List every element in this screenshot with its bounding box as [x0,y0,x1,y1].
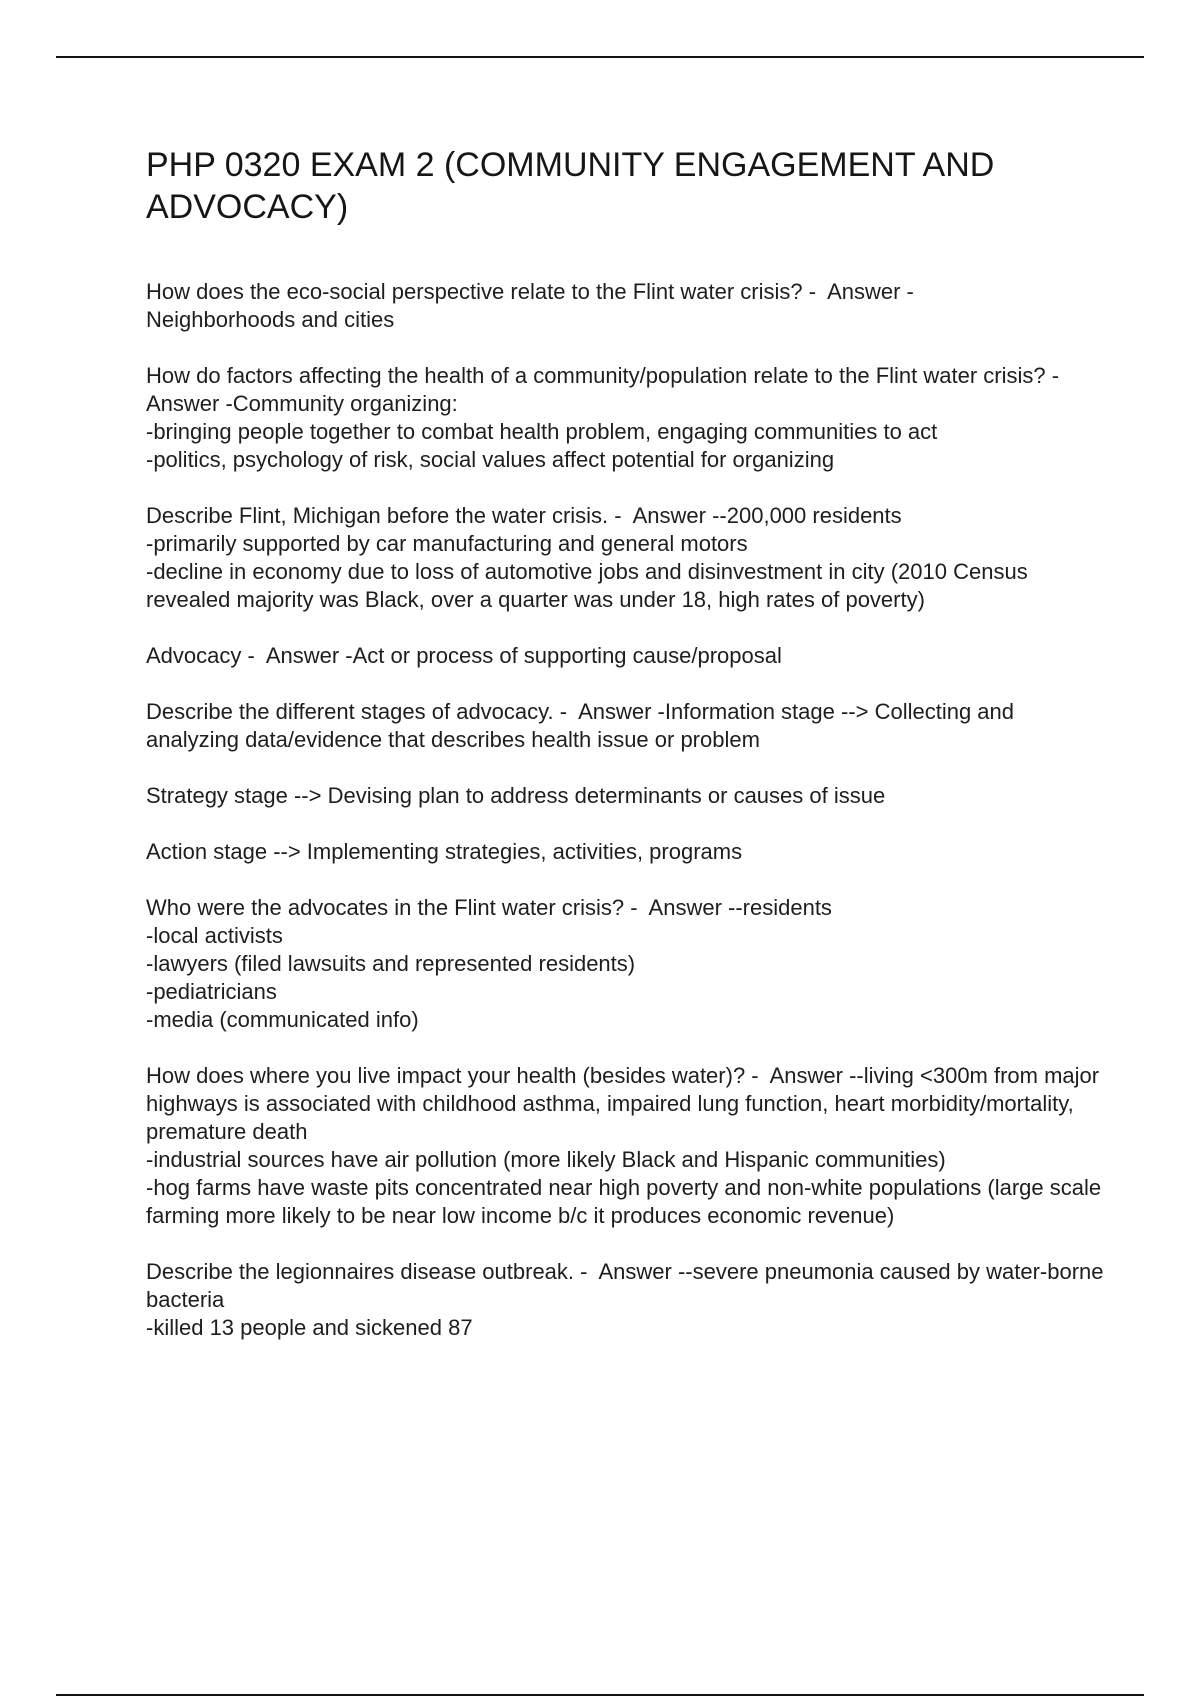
qa-paragraph-6: Strategy stage --> Devising plan to address determinants or causes of issue [146,783,886,808]
qa-paragraph-7: Action stage --> Implementing strategies, activities, programs [146,839,743,864]
top-rule [56,56,1144,58]
document-title: PHP 0320 EXAM 2 (COMMUNITY ENGAGEMENT AND ADVOCACY) [146,146,995,226]
qa-paragraph-4: Advocacy - Answer -Act or process of supporting cause/proposal [146,643,782,668]
qa-paragraph-2: How do factors affecting the health of a community/population relate to the Flint water crisis? - Answer -Community organizing: -bringing people together to combat health problem, engaging communities to act -politics, psychology of risk, social values affect potential for organizing [146,363,1060,472]
qa-paragraph-3: Describe Flint, Michigan before the water crisis. - Answer --200,000 residents -primarily supported by car manufacturing and general motors -decline in economy due to loss of automotive jobs and disinvestment in city (2010 Census revealed majority was Black, over a quarter was under 18, high rates of poverty) [146,503,1028,612]
qa-paragraph-10: Describe the legionnaires disease outbreak. - Answer --severe pneumonia caused by water-borne bacteria -killed 13 people and sickened 87 [146,1259,1104,1340]
qa-paragraph-9: How does where you live impact your health (besides water)? - Answer --living <300m from major highways is associated with childhood asthma, impaired lung function, heart morbidity/mortality, premature death -industrial sources have air pollution (more likely Black and Hispanic communities) -hog farms have waste pits concentrated near high poverty and non-white populations (large scale farming more likely to be near low income b/c it produces economic revenue) [146,1063,1102,1228]
document-body [146,144,1106,1370]
qa-paragraph-8: Who were the advocates in the Flint water crisis? - Answer --residents -local activists -lawyers (filed lawsuits and represented residents) -pediatricians -media (communicated info) [146,895,832,1032]
qa-paragraph-1: How does the eco-social perspective relate to the Flint water crisis? - Answer - Neighborhoods and cities [146,279,914,332]
bottom-rule [56,1694,1144,1696]
qa-paragraph-5: Describe the different stages of advocacy. - Answer -Information stage --> Collecting and analyzing data/evidence that describes health issue or problem [146,699,1021,752]
